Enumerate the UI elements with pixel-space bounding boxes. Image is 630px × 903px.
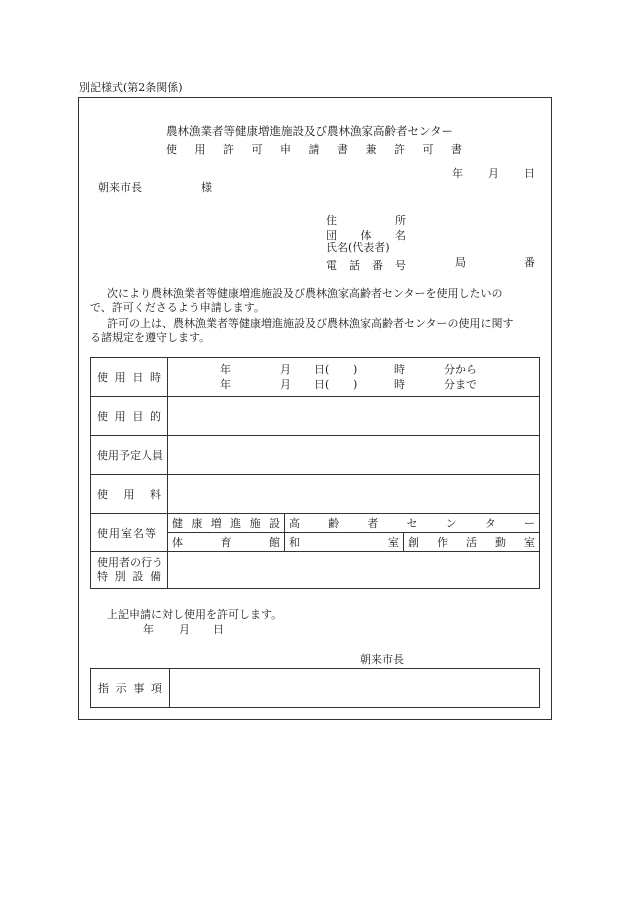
room-kenko-char: 進 <box>230 517 242 530</box>
dt-to-month: 月 <box>280 378 291 391</box>
title-line2-char: 使 <box>166 143 177 156</box>
applicant-rep-label: 氏名(代表者) <box>326 241 390 254</box>
phone-label-char: 話 <box>349 259 360 272</box>
title-line2-char: 申 <box>280 143 291 156</box>
room-washitsu-char: 和 <box>289 536 300 549</box>
usage-datetime-label <box>91 358 168 397</box>
datetime-label-char: 日 <box>132 371 144 384</box>
dt-to-close: ) <box>353 378 358 391</box>
purpose-label-char: 的 <box>149 410 161 423</box>
form-label: 別記様式(第2条関係) <box>79 81 183 94</box>
room-koreisha-char: セ <box>406 517 418 530</box>
org-label-char: 団 <box>326 229 337 242</box>
room-kenko-char: 施 <box>249 517 261 530</box>
room-sosaku-char: 活 <box>466 536 477 549</box>
phone-label-char: 号 <box>395 259 406 272</box>
people-field[interactable] <box>168 436 540 475</box>
title-line2-char: 用 <box>194 143 206 156</box>
org-label-char: 名 <box>395 229 406 242</box>
special-equipment-field[interactable] <box>168 552 540 589</box>
datetime-label-char: 用 <box>114 371 126 384</box>
title-line2-char: 兼 <box>365 143 377 156</box>
people-label-text: 使用予定人員 <box>97 449 163 462</box>
special-label-char: 備 <box>149 570 161 583</box>
approval-year: 年 <box>143 623 154 636</box>
phone-kyoku: 局 <box>455 256 466 269</box>
purpose-label-char: 目 <box>132 410 144 423</box>
dt-to-hour: 時 <box>394 378 405 391</box>
room-koreisha-char: ン <box>445 517 457 530</box>
instructions-label-char: 指 <box>98 682 109 695</box>
approval-mayor: 朝来市長 <box>360 653 404 666</box>
instructions-field[interactable] <box>170 669 540 708</box>
room-sosaku-char: 創 <box>408 536 419 549</box>
room-kenko[interactable] <box>168 514 285 533</box>
dt-to-minute: 分まで <box>444 378 477 391</box>
room-koreisha-char: 齢 <box>328 517 340 530</box>
room-sosaku-char: 動 <box>495 536 506 549</box>
instructions-label-char: 項 <box>150 682 162 695</box>
instructions-label-char: 事 <box>133 682 145 695</box>
special-line1: 使用者の行う <box>97 556 163 569</box>
body-para1-line1: 次により農林漁業者等健康増進施設及び農林漁家高齢者センターを使用したいの <box>107 287 503 300</box>
dt-from-hour: 時 <box>394 363 405 376</box>
room-sosaku[interactable] <box>404 533 540 552</box>
room-kenko-char: 康 <box>191 517 203 530</box>
form-title-line2 <box>166 141 462 157</box>
body-para2-line1: 許可の上は、農林漁業者等健康増進施設及び農林漁家高齢者センターの使用に関す <box>107 317 514 330</box>
phone-label-char: 番 <box>372 259 383 272</box>
body-para1-line2: で、許可くださるよう申請します。 <box>90 301 265 314</box>
fee-label-char: 使 <box>97 488 108 501</box>
applicant-phone-label <box>326 257 406 273</box>
room-taiikukan-char: 館 <box>269 536 280 549</box>
address-label-char: 所 <box>395 214 406 227</box>
approval-month: 月 <box>179 623 190 636</box>
room-koreisha-char: タ <box>484 517 496 530</box>
special-equipment-label <box>91 552 168 589</box>
dt-from-minute: 分から <box>444 363 477 376</box>
room-sosaku-char: 作 <box>437 536 448 549</box>
instructions-table <box>90 668 540 708</box>
approval-day: 日 <box>213 623 224 636</box>
room-taiikukan-char: 体 <box>172 536 183 549</box>
purpose-field[interactable] <box>168 397 540 436</box>
people-label <box>91 436 168 475</box>
addressee-name: 朝来市長 <box>98 181 142 194</box>
body-para2-line2: る諸規定を遵守します。 <box>90 331 211 344</box>
phone-label-char: 電 <box>326 259 337 272</box>
application-table <box>90 357 540 589</box>
room-sosaku-char: 室 <box>524 536 535 549</box>
title-line2-char: 書 <box>451 143 462 156</box>
title-line2-char: 可 <box>251 143 263 156</box>
applicant-address-label <box>326 212 406 228</box>
title-line2-char: 請 <box>308 143 320 156</box>
fee-label-char: 用 <box>123 488 135 501</box>
purpose-label <box>91 397 168 436</box>
title-line2-char: 書 <box>337 143 348 156</box>
date-month-label: 月 <box>488 167 499 180</box>
purpose-label-char: 用 <box>114 410 126 423</box>
room-kenko-char: 健 <box>172 517 183 530</box>
dt-from-year: 年 <box>220 363 231 376</box>
room-koreisha-char: 高 <box>289 517 300 530</box>
purpose-label-char: 使 <box>97 410 108 423</box>
org-label-char: 体 <box>360 229 372 242</box>
dt-to-day: 日( <box>314 378 330 391</box>
room-koreisha-char: ー <box>523 517 535 530</box>
title-line2-char: 許 <box>223 143 234 156</box>
special-label-char: 別 <box>114 570 126 583</box>
room-washitsu-char: 室 <box>388 536 399 549</box>
usage-datetime-field[interactable] <box>168 358 540 397</box>
date-year-label: 年 <box>452 167 463 180</box>
phone-ban: 番 <box>524 256 535 269</box>
room-washitsu[interactable] <box>285 533 404 552</box>
fee-field[interactable] <box>168 475 540 514</box>
datetime-label-char: 時 <box>149 371 161 384</box>
dt-from-close: ) <box>353 363 358 376</box>
instructions-label <box>91 669 170 708</box>
datetime-label-char: 使 <box>97 371 108 384</box>
room-taiikukan[interactable] <box>168 533 285 552</box>
form-title-line1: 農林漁業者等健康増進施設及び農林漁家高齢者センター <box>166 124 454 138</box>
room-label <box>91 514 168 552</box>
room-koreisha[interactable] <box>285 514 540 533</box>
fee-label-char: 料 <box>150 488 161 501</box>
dt-to-year: 年 <box>220 378 231 391</box>
title-line2-char: 可 <box>422 143 434 156</box>
special-label-char: 特 <box>97 570 108 583</box>
fee-label <box>91 475 168 514</box>
address-label-char: 住 <box>326 214 337 227</box>
approval-text: 上記申請に対し使用を許可します。 <box>107 608 283 621</box>
dt-from-month: 月 <box>280 363 291 376</box>
room-kenko-char: 設 <box>268 517 280 530</box>
room-taiikukan-char: 育 <box>220 536 232 549</box>
title-line2-char: 許 <box>394 143 405 156</box>
date-day-label: 日 <box>524 167 535 180</box>
room-koreisha-char: 者 <box>367 517 379 530</box>
dt-from-day: 日( <box>314 363 330 376</box>
instructions-label-char: 示 <box>115 682 127 695</box>
special-label-char: 設 <box>132 570 144 583</box>
room-kenko-char: 増 <box>210 517 222 530</box>
addressee-suffix: 様 <box>201 181 212 194</box>
room-label-text: 使用室名等 <box>97 526 157 540</box>
